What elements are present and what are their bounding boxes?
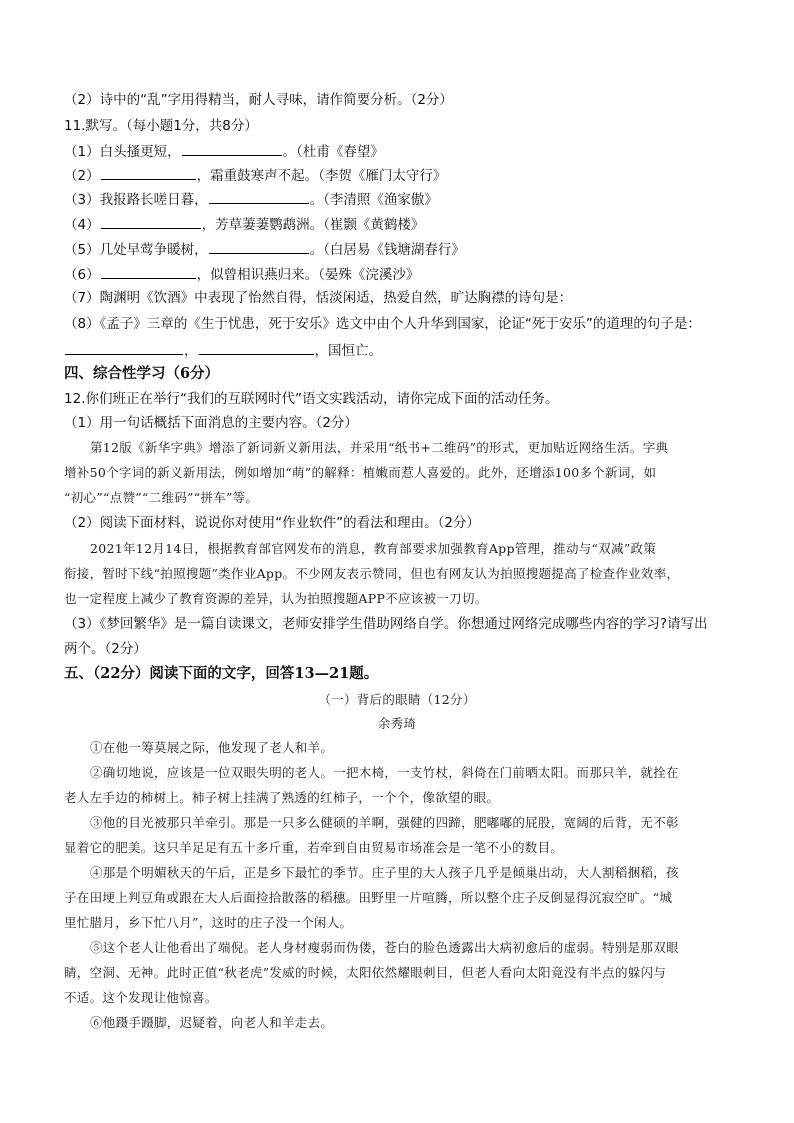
q11-item-7: （7）陶渊明《饮酒》中表现了怡然自得，恬淡闲适，热爱自然，旷达胸襟的诗句是： <box>64 290 573 306</box>
q11-item-6 <box>64 263 732 285</box>
q11-item-4-post: ，芳草萋萋鹦鹉洲。（崔颢《黄鹤楼》 <box>201 217 425 233</box>
paragraph-4-line-3: 里忙腊月，乡下忙八月”，这时的庄子没一个闲人。 <box>64 915 353 930</box>
q11-item-1-post: 。（杜甫《春望》 <box>282 144 384 160</box>
paragraph-2-line-1: ②确切地说，应该是一位双眼失明的老人。一把木椅，一支竹杖，斜倚在门前晒太阳。而那只羊，就拴在 <box>90 765 679 780</box>
q11-title: 11.默写。（每小题1分，共8分） <box>64 118 258 134</box>
news1-line-2: 增补50个字词的新义新用法，例如增加“萌”的解释：植嫩而惹人喜爱的。此外，还增添100多个新词，如 <box>64 465 657 480</box>
q11-item-4-blank[interactable] <box>101 213 201 229</box>
q11-item-5-blank[interactable] <box>209 238 309 254</box>
paragraph-5-line-2: 睛，空洞、无神。此时正值“秋老虎”发威的时候，太阳依然耀眼刺目，但老人看向太阳竟没有半点的躲闪与 <box>64 965 667 980</box>
q11-item-6-pre: （6） <box>64 267 100 283</box>
q11-item-2-post: ，霜重鼓寒声不起。（李贺《雁门太守行》 <box>196 168 447 184</box>
q11-item-1-blank[interactable] <box>182 140 282 156</box>
q11-item-5 <box>64 238 732 260</box>
q11-item-8-end: ，国恒亡。 <box>314 343 382 359</box>
q12-2-question: （2）阅读下面材料，说说你对使用“作业软件”的看法和理由。（2分） <box>64 515 480 531</box>
q11-item-3-blank[interactable] <box>209 188 309 204</box>
paragraph-3-line-2: 显着它的肥美。这只羊足足有五十多斤重，若牵到自由贸易市场准会是一笔不小的数目。 <box>64 840 564 855</box>
news2-line-2: 衔接，暂时下线“拍照搜题”类作业App。不少网友表示赞同，但也有网友认为拍照搜题提高了检查作业效率， <box>64 566 680 581</box>
paragraph-2-line-2: 老人左手边的柿树上。柿子树上挂满了熟透的红柿子，一个个，像欲望的眼。 <box>64 790 500 805</box>
passage-title: （一）背后的眼睛（12分） <box>318 692 476 707</box>
section-5-heading: 五、（22分）阅读下面的文字，回答13—21题。 <box>64 665 379 682</box>
section-4-heading: 四、综合性学习（6分） <box>64 365 220 382</box>
paragraph-5-line-1: ⑤这个老人让他看出了端倪。老人身材瘦弱而伪偻，苍白的脸色透露出大病初愈后的虚弱。特别是那双眼 <box>90 940 679 955</box>
q11-item-3-post: 。（李清照《渔家傲》 <box>309 192 438 208</box>
paragraph-6: ⑥他蹑手蹑脚，迟疑着，向老人和羊走去。 <box>90 1015 334 1030</box>
q11-item-8-sep: ， <box>184 343 198 359</box>
q11-item-4-pre: （4） <box>64 217 100 233</box>
q11-item-2 <box>64 164 732 186</box>
q12-3-question-line-2: 两个。（2分） <box>64 641 147 657</box>
q12-intro: 12.你们班正在举行“我们的互联网时代”语文实践活动，请你完成下面的活动任务。 <box>64 391 559 407</box>
q11-item-6-blank[interactable] <box>101 263 196 279</box>
paragraph-1: ①在他一筹莫展之际，他发现了老人和羊。 <box>90 740 334 755</box>
q11-item-2-blank[interactable] <box>101 164 196 180</box>
q12-3-question-line-1: （3）《梦回繁华》是一篇自读课文，老师安排学生借助网络自学。你想通过网络完成哪些内容的学习?请写出 <box>64 616 708 632</box>
q11-item-1-pre: （1）白头搔更短， <box>64 144 181 160</box>
paragraph-3-line-1: ③他的目光被那只羊牵引。那是一只多么健硕的羊啊，强健的四蹄，肥嘟嘟的屁股，宽阔的后背，无不彰 <box>90 815 679 830</box>
q11-item-3 <box>64 188 732 210</box>
q11-item-8-blank-1[interactable] <box>65 339 183 355</box>
q11-item-5-pre: （5）几处早莺争暖树， <box>64 242 208 258</box>
q11-item-6-post: ，似曾相识燕归来。（晏殊《浣溪沙》 <box>196 267 420 283</box>
q12-1-question: （1）用一句话概括下面消息的主要内容。（2分） <box>64 415 358 431</box>
paragraph-4-line-2: 子在田埂上判豆角或跟在大人后面捡拾散落的稻穗。田野里一片喧腾，所以整个庄子反倒显得沉寂空旷。“城 <box>64 890 673 905</box>
paragraph-4-line-1: ④那是个明媚秋天的午后，正是乡下最忙的季节。庄子里的大人孩子几乎是倾巢出动，大人割稻捆稻，孩 <box>90 865 679 880</box>
q11-item-3-pre: （3）我报路长嗟日暮， <box>64 192 208 208</box>
news2-line-3: 也一定程度上减少了教育资源的差异，认为拍照搜题APP不应该被一刀切。 <box>64 591 488 606</box>
q11-item-2-pre: （2） <box>64 168 100 184</box>
passage-author: 余秀琦 <box>377 716 417 731</box>
q10-2-question: （2）诗中的“乱”字用得精当，耐人寻味，请作简要分析。（2分） <box>64 92 453 108</box>
q11-item-8-blank-2[interactable] <box>199 339 314 355</box>
q11-item-8-answer <box>64 339 732 361</box>
q11-item-5-post: 。（白居易《钱塘湖春行》 <box>309 242 465 258</box>
q11-item-1 <box>64 140 732 162</box>
news1-line-1: 第12版《新华字典》增添了新词新义新用法，并采用“纸书+二维码”的形式，更加贴近网络生活。字典 <box>90 440 669 455</box>
q11-item-4 <box>64 213 732 235</box>
news1-line-3: “初心”“点赞”“二维码”“拼车”等。 <box>64 490 259 505</box>
q11-item-8: （8）《孟子》三章的《生于忧患，死于安乐》选文中由个人升华到国家，论证“死于安乐”的道理的句子是： <box>64 316 701 332</box>
paragraph-5-line-3: 不适。这个发现让他惊喜。 <box>64 990 218 1005</box>
news2-line-1: 2021年12月14日，根据教育部官网发布的消息，教育部要求加强教育App管理，推动与“双减”政策 <box>90 541 657 556</box>
